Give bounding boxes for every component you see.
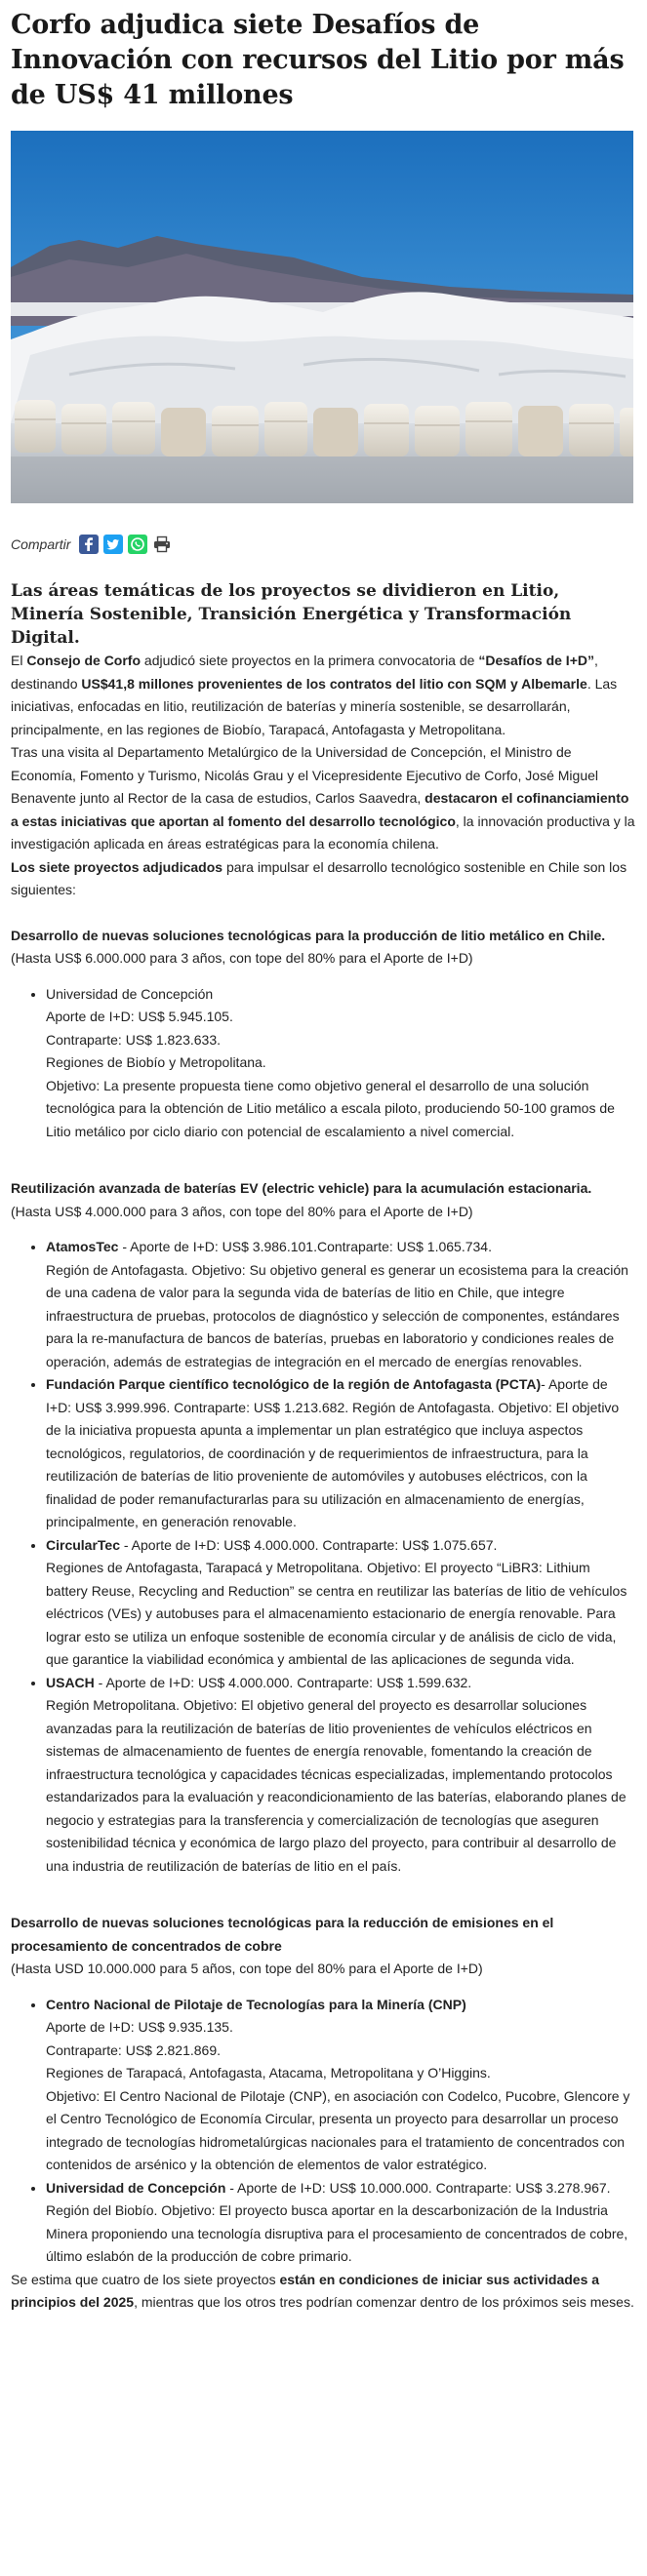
- project-list: [11, 1994, 635, 2269]
- section-litio-metalico: [11, 925, 635, 1144]
- article-body: [11, 650, 635, 2315]
- twitter-icon[interactable]: [103, 535, 123, 554]
- share-bar: [11, 533, 635, 556]
- paragraph-projects-intro: Los siete proyectos adjudicados para impulsar el desarrollo tecnológico sostenible en Chile son los siguientes:: [11, 858, 627, 897]
- article-lead: Las áreas temáticas de los proyectos se dividieron en Litio, Minería Sostenible, Transición Energética y Transformación Digital.: [11, 581, 572, 648]
- list-item: • CircularTec - Aporte de I+D: US$ 4.000.000. Contraparte: US$ 1.075.657. Regiones de Antofagasta, Tarapacá y Metropolitana. Objetivo: El proyecto “LiBR3: Lithium battery Reuse, Recycling and Reduction” se centra en reutilizar las baterías de litio de vehículos eléctricos (VEs) y autobuses para el almacenamiento estacionario de energía renovable. Para lograr esto se utiliza un enfoque sostenible de economía circular y de análisis de ciclo de vida, que garantice la viabilidad económica y ambiental de las aplicaciones de segunda vida.: [46, 1534, 635, 1672]
- section-baterias-ev: [11, 1177, 635, 1878]
- section-heading: Desarrollo de nuevas soluciones tecnológicas para la reducción de emisiones en el procesamiento de concentrados de cobre (Hasta USD 10.000.000 para 5 años, con tope del 80% para el Aporte de I+D): [11, 1915, 554, 1976]
- article-title: Corfo adjudica siete Desafíos de Innovación con recursos del Litio por más de US$ 41 millones: [11, 10, 625, 110]
- list-item: • Universidad de Concepción Aporte de I+D: US$ 5.945.105. Contraparte: US$ 1.823.633. Regiones de Biobío y Metropolitana. Objetivo: La presente propuesta tiene como objetivo general el desarrollo de una solución tecnológica para la obtención de Litio metálico a escala piloto, produciendo 50-100 gramos de Litio metálico por ciclo diario con potencial de escalamiento a nivel comercial.: [46, 983, 635, 1144]
- paragraph-closing: Se estima que cuatro de los siete proyectos están en condiciones de iniciar sus actividades a principios del 2025, mientras que los otros tres podrían comenzar dentro de los próximos seis meses.: [11, 2271, 634, 2310]
- section-heading: Reutilización avanzada de baterías EV (electric vehicle) para la acumulación estacionaria. (Hasta US$ 4.000.000 para 3 años, con tope del 80% para el Aporte de I+D): [11, 1180, 592, 1219]
- list-item: • Centro Nacional de Pilotaje de Tecnologías para la Minería (CNP) Aporte de I+D: US$ 9.935.135. Contraparte: US$ 2.821.869. Regiones de Tarapacá, Antofagasta, Atacama, Metropolitana y O’Higgins. Objetivo: El Centro Nacional de Pilotaje (CNP), en asociación con Codelco, Pucobre, Glencore y el Centro Tecnológico de Economía Circular, presenta un proyecto para desarrollar un proceso integrado de tecnologías hidrometalúrgicas nacionales para el tratamiento de concentrados con contenidos de arsénico y la obtención de elementos de valor estratégico.: [46, 1994, 635, 2177]
- section-heading: Desarrollo de nuevas soluciones tecnológicas para la producción de litio metálico en Chile. (Hasta US$ 6.000.000 para 3 años, con tope del 80% para el Aporte de I+D): [11, 927, 606, 966]
- salt-flat-photo: [11, 131, 633, 503]
- list-item: • Fundación Parque científico tecnológico de la región de Antofagasta (PCTA)- Aporte de I+D: US$ 3.999.996. Contraparte: US$ 1.213.682. Región de Antofagasta. Objetivo: El objetivo de la iniciativa propuesta apunta a implementar un plan estratégico que incluya aspectos tecnológicos, regulatorios, de coordinación y de requerimientos de infraestructura, para la reutilización de baterías de litio proveniente de automóviles y autobuses eléctricos, con la finalidad de poder remanufacturarlas para su utilización en almacenamiento de energías, principalmente, en generación renovable.: [46, 1373, 635, 1534]
- list-item: • AtamosTec - Aporte de I+D: US$ 3.986.101.Contraparte: US$ 1.065.734. Región de Antofagasta. Objetivo: Su objetivo general es generar un ecosistema para la creación de una cadena de valor para la segunda vida de baterías de litio en Chile, que integre infraestructura de pruebas, protocolos de diagnóstico y selección de componentes, estándares para la re-manufactura de bancos de baterías, pruebas en laboratorio y condiciones reales de operación, además de estrategias de integración en el mercado de energías renovables.: [46, 1236, 635, 1373]
- paragraph-intro: El Consejo de Corfo adjudicó siete proyectos en la primera convocatoria de “Desafíos de I+D”, destinando US$41,8 millones provenientes de los contratos del litio con SQM y Albemarle. Las iniciativas, enfocadas en litio, reutilización de baterías y minería sostenible, se desarrollarán, principalmente, en las regiones de Biobío, Tarapacá, Antofagasta y Metropolitana.: [11, 653, 618, 737]
- project-list: [11, 1236, 635, 1878]
- list-item: • Universidad de Concepción - Aporte de I+D: US$ 10.000.000. Contraparte: US$ 3.278.967. Región del Biobío. Objetivo: El proyecto busca aportar en la descarbonización de la Industria Minera proponiendo una tecnología disruptiva para el procesamiento de concentrados de cobre, último eslabón de la producción de cobre primario.: [46, 2177, 635, 2269]
- hero-image: [11, 131, 633, 503]
- list-item: • USACH - Aporte de I+D: US$ 4.000.000. Contraparte: US$ 1.599.632. Región Metropolitana. Objetivo: El objetivo general del proyecto es desarrollar soluciones avanzadas para la reutilización de baterías de litio provenientes de vehículos eléctricos en sistemas de almacenamiento de fuentes de energía renovable, fomentando la creación de infraestructura tecnológica y capacidades técnicas especializadas, implementando protocolos estandarizados para la evaluación y reacondicionamiento de las baterías, elaborando planes de negocio y estrategias para la transferencia y comercialización de tecnologías que aseguren sostenibilidad técnica y económica de largo plazo del proyecto, para contribuir al desarrollo de una industria de reutilización de baterías de litio en el país.: [46, 1672, 635, 1879]
- section-concentrados-cobre: [11, 1912, 635, 2269]
- project-list: [11, 983, 635, 1144]
- whatsapp-icon[interactable]: [128, 535, 147, 554]
- paragraph-visit: Tras una visita al Departamento Metalúrgico de la Universidad de Concepción, el Ministro de Economía, Fomento y Turismo, Nicolás Grau y el Vicepresidente Ejecutivo de Corfo, José Miguel Benavente junto al Rector de la casa de estudios, Carlos Saavedra, destacaron el cofinanciamiento a estas iniciativas que aportan al fomento del desarrollo tecnológico, la innovación productiva y la investigación aplicada en áreas estratégicas para la economía chilena.: [11, 744, 635, 852]
- facebook-icon[interactable]: [79, 535, 99, 554]
- share-label: Compartir: [11, 536, 71, 552]
- print-icon[interactable]: [152, 535, 172, 554]
